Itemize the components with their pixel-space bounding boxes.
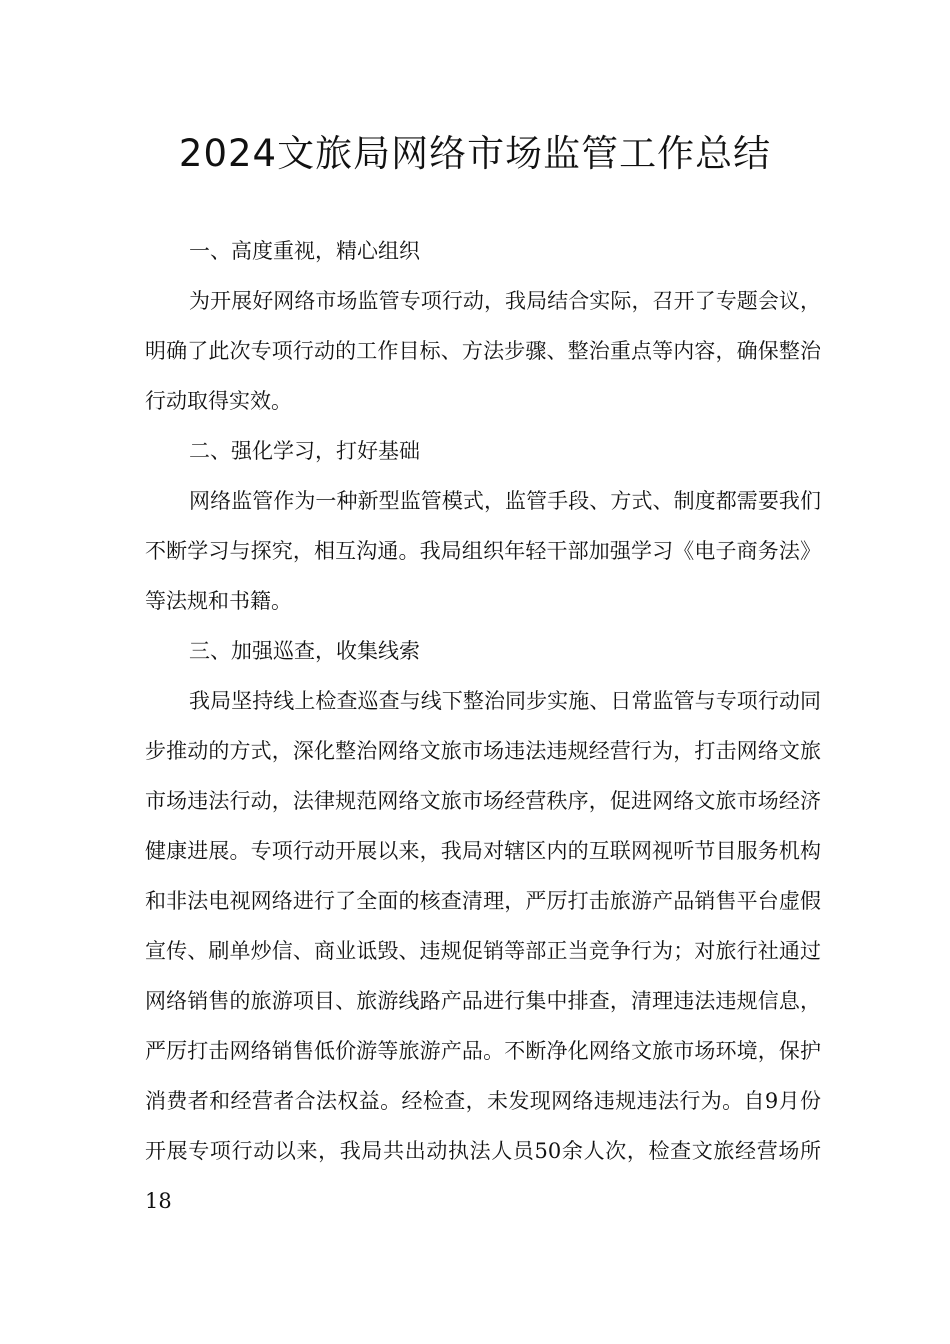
section-paragraph-2: 网络监管作为一种新型监管模式，监管手段、方式、制度都需要我们不断学习与探究，相互沟通。我局组织年轻干部加强学习《电子商务法》等法规和书籍。 <box>145 489 821 613</box>
section-heading-2: 二、强化学习，打好基础 <box>189 439 420 463</box>
section-paragraph-1: 为开展好网络市场监管专项行动，我局结合实际，召开了专题会议，明确了此次专项行动的工作目标、方法步骤、整治重点等内容，确保整治行动取得实效。 <box>145 289 821 413</box>
section-heading-1: 一、高度重视，精心组织 <box>189 239 420 263</box>
section-paragraph-3: 我局坚持线上检查巡查与线下整治同步实施、日常监管与专项行动同步推动的方式，深化整治网络文旅市场违法违规经营行为，打击网络文旅市场违法行动，法律规范网络文旅市场经营秩序，促进网络文旅市场经济健康进展。专项行动开展以来，我局对辖区内的互联网视听节目服务机构和非法电视网络进行了全面的核查清理，严厉打击旅游产品销售平台虚假宣传、刷单炒信、商业诋毁、违规促销等部正当竞争行为；对旅行社通过网络销售的旅游项目、旅游线路产品进行集中排查，清理违法违规信息，严厉打击网络销售低价游等旅游产品。不断净化网络文旅市场环境，保护消费者和经营者合法权益。经检查，未发现网络违规违法行为。自9月份开展专项行动以来，我局共出动执法人员50余人次，检查文旅经营场所18 <box>145 689 821 1213</box>
section-heading-3: 三、加强巡查，收集线索 <box>189 639 420 663</box>
document-title: 2024文旅局网络市场监管工作总结 <box>178 132 772 175</box>
document-body <box>145 226 821 1226</box>
